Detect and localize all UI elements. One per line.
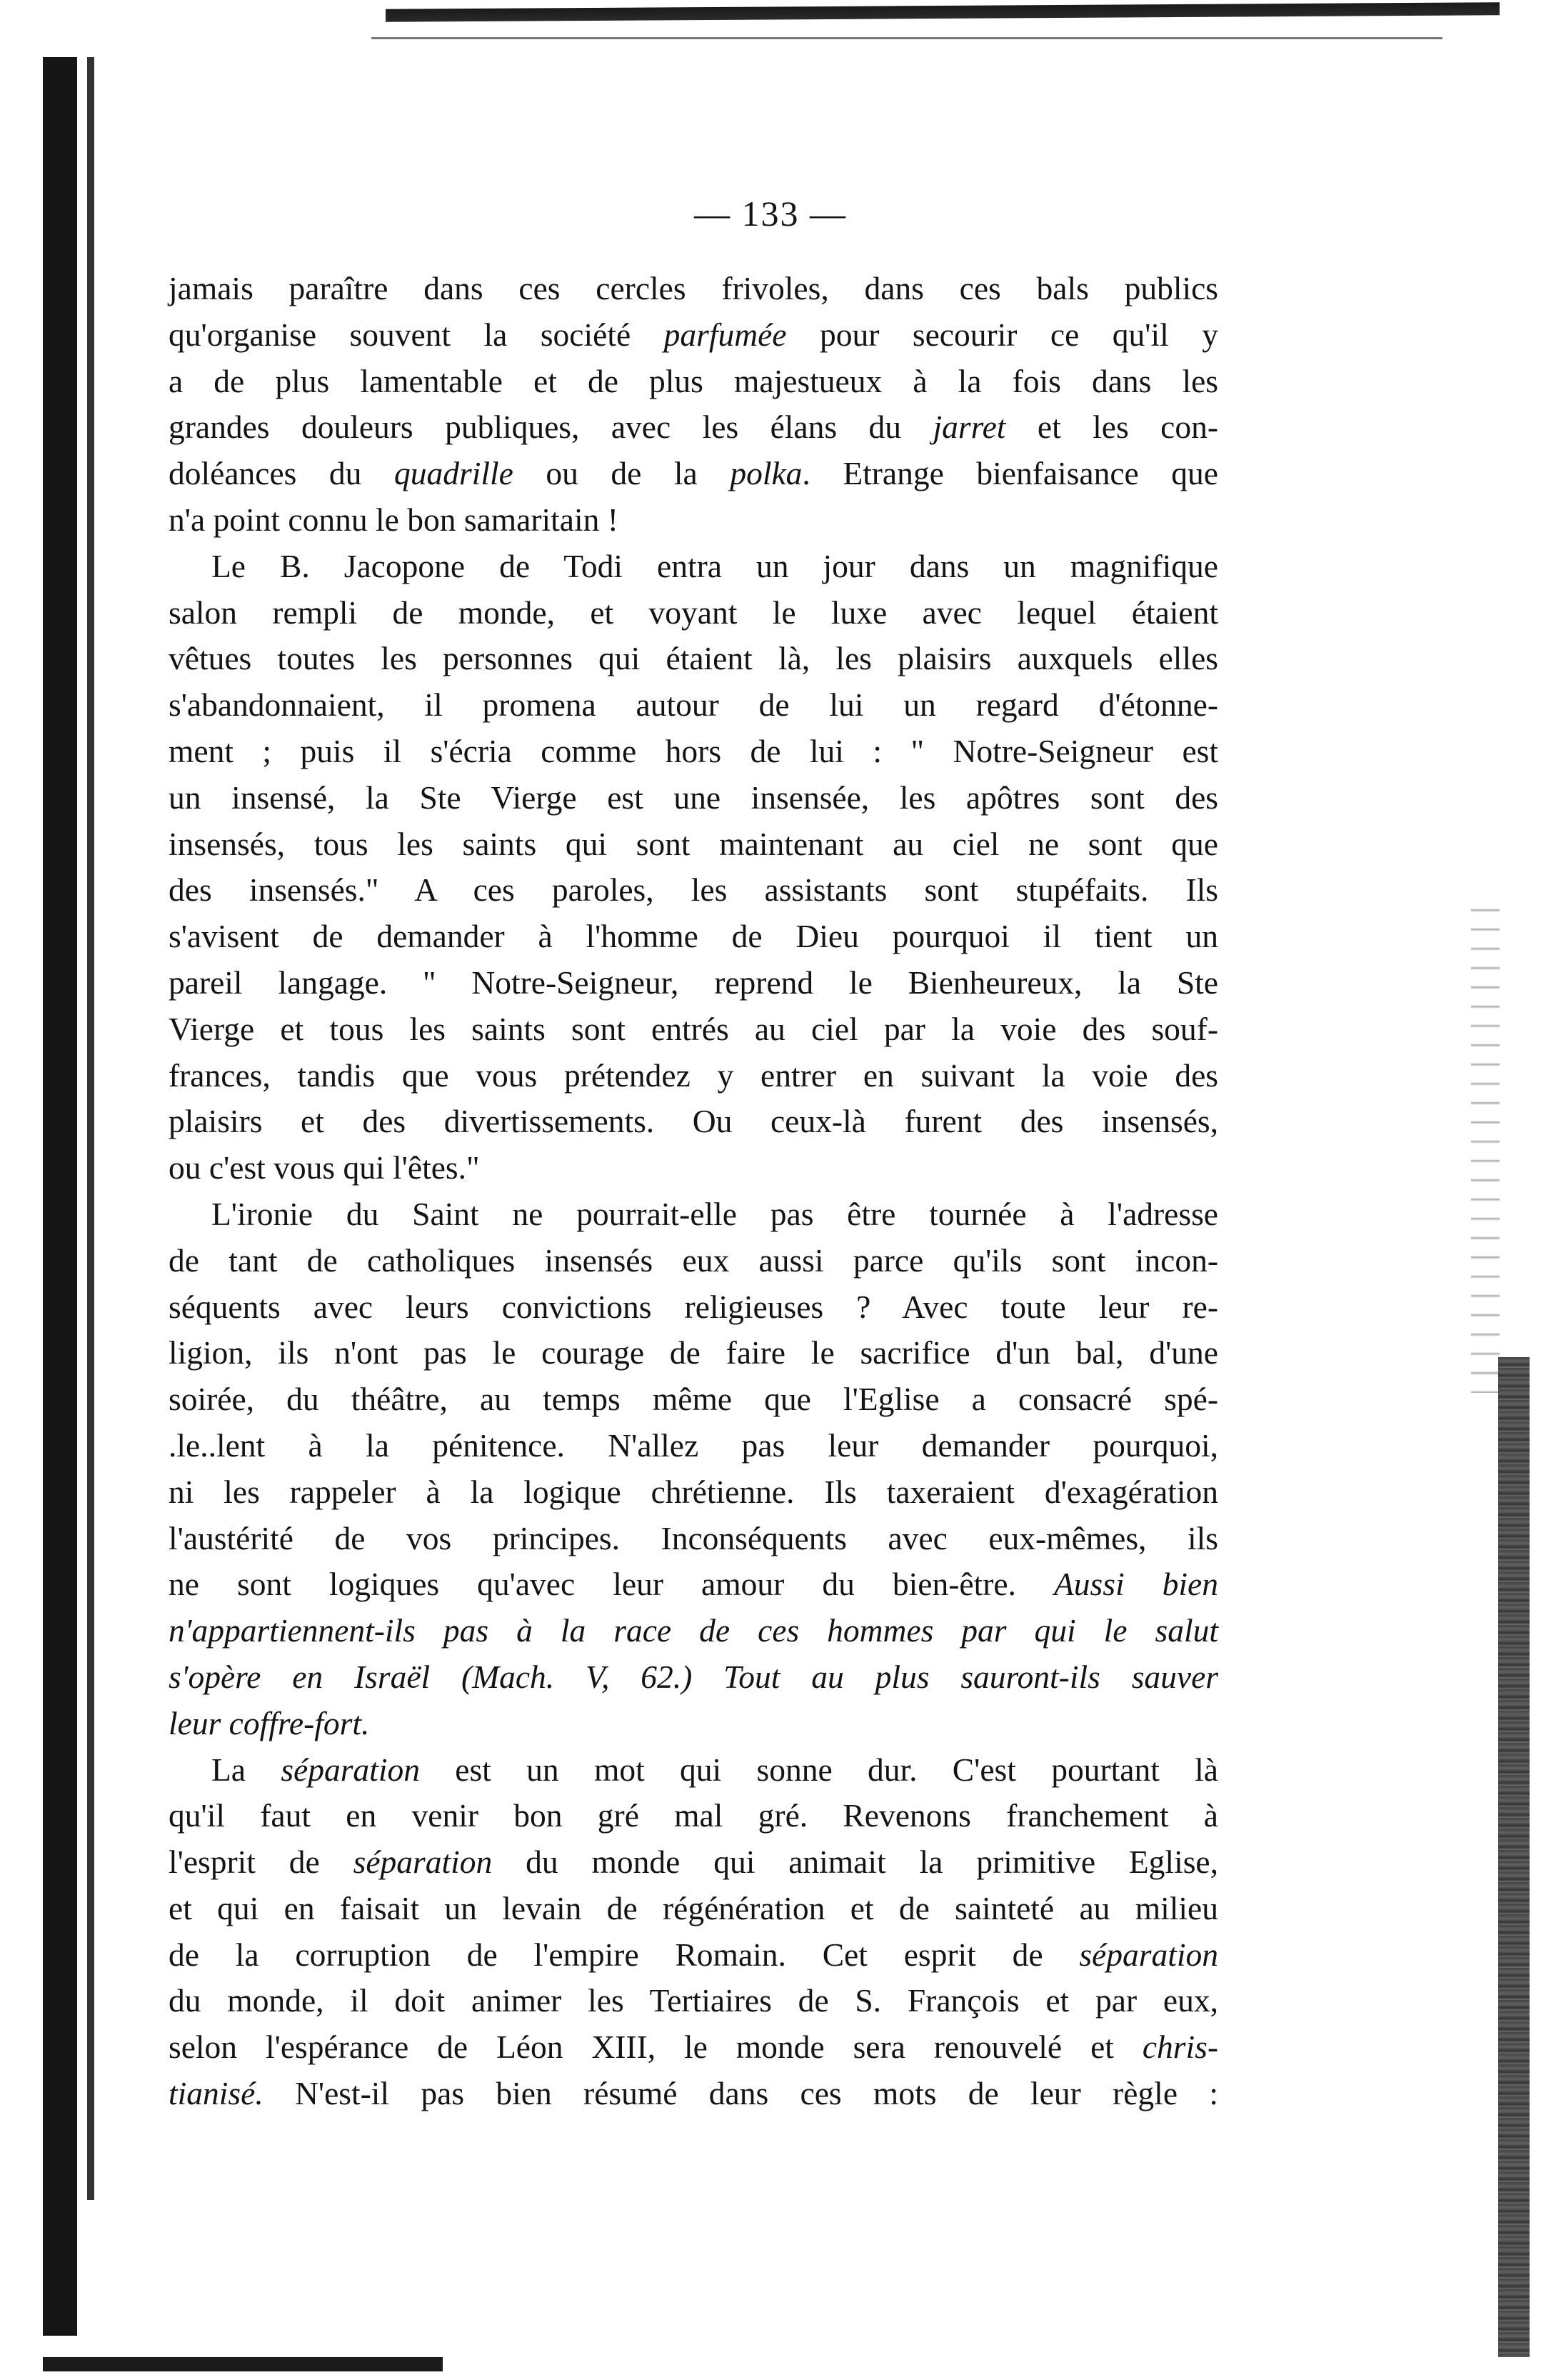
- text-line: jamais paraître dans ces cercles frivoles, dans ces bals publics: [169, 270, 1218, 306]
- body-text: [169, 266, 1218, 2117]
- text-line: un insensé, la Ste Vierge est une insensée, les apôtres sont des: [169, 779, 1218, 816]
- text-line: l'esprit de séparation du monde qui animait la primitive Eglise,: [169, 1844, 1218, 1881]
- text-line: s'abandonnaient, il promena autour de lui un regard d'étonne-: [169, 686, 1218, 724]
- text-line: vêtues toutes les personnes qui étaient là, les plaisirs auxquels elles: [169, 640, 1218, 677]
- text-line: s'avisent de demander à l'homme de Dieu pourquoi il tient un: [169, 918, 1218, 955]
- text-line: ni les rappeler à la logique chrétienne. Ils taxeraient d'exagération: [169, 1473, 1218, 1510]
- text-line: plaisirs et des divertissements. Ou ceux-là furent des insensés,: [169, 1103, 1218, 1140]
- text-line: l'austérité de vos principes. Inconséquents avec eux-mêmes, ils: [169, 1519, 1218, 1556]
- text-line: s'opère en Israël (Mach. V, 62.) Tout au plus sauront-ils sauver: [169, 1658, 1218, 1695]
- text-line: de tant de catholiques insensés eux aussi parce qu'ils sont incon-: [169, 1241, 1218, 1279]
- text-line: Le B. Jacopone de Todi entra un jour dans un magnifique: [211, 547, 1218, 584]
- text-line: ment ; puis il s'écria comme hors de lui : " Notre-Seigneur est: [169, 732, 1218, 769]
- text-line: doléances du quadrille ou de la polka. Etrange bienfaisance que: [169, 455, 1218, 492]
- scan-left-edge: [43, 57, 77, 2336]
- scan-top-edge: [386, 2, 1500, 22]
- text-line: séquents avec leurs convictions religieuses ? Avec toute leur re-: [169, 1288, 1218, 1325]
- text-line: ne sont logiques qu'avec leur amour du bien-être. Aussi bien: [169, 1566, 1218, 1603]
- text-line: qu'il faut en venir bon gré mal gré. Revenons franchement à: [169, 1797, 1218, 1834]
- text-line: qu'organise souvent la société parfumée pour secourir ce qu'il y: [169, 316, 1218, 353]
- text-line: a de plus lamentable et de plus majestueux à la fois dans les: [169, 362, 1218, 399]
- scan-right-edge: [1498, 1357, 1530, 2357]
- text-line: n'a point connu le bon samaritain !: [169, 501, 618, 538]
- text-line: du monde, il doit animer les Tertiaires de S. François et par eux,: [169, 1982, 1218, 2019]
- text-line: tianisé. N'est-il pas bien résumé dans ces mots de leur règle :: [169, 2075, 1218, 2112]
- text-line: Vierge et tous les saints sont entrés au ciel par la voie des souf-: [169, 1010, 1218, 1047]
- text-line: salon rempli de monde, et voyant le luxe avec lequel étaient: [169, 594, 1218, 631]
- text-line: ligion, ils n'ont pas le courage de faire le sacrifice d'un bal, d'une: [169, 1334, 1218, 1371]
- text-line: selon l'espérance de Léon XIII, le monde sera renouvelé et chris-: [169, 2029, 1218, 2066]
- text-line: grandes douleurs publiques, avec les élans du jarret et les con-: [169, 409, 1218, 446]
- scan-left-edge-inner: [87, 57, 94, 2200]
- scan-right-speckle: [1471, 893, 1500, 1393]
- page-number: — 133 —: [694, 194, 847, 234]
- text-line: n'appartiennent-ils pas à la race de ces hommes par qui le salut: [169, 1612, 1218, 1649]
- text-line: et qui en faisait un levain de régénération et de sainteté au milieu: [169, 1889, 1218, 1926]
- text-line: des insensés." A ces paroles, les assistants sont stupéfaits. Ils: [169, 871, 1218, 909]
- text-line: soirée, du théâtre, au temps même que l'Eglise a consacré spé-: [169, 1381, 1218, 1418]
- scan-bottom-edge: [43, 2357, 443, 2371]
- text-line: .le..lent à la pénitence. N'allez pas leur demander pourquoi,: [169, 1426, 1218, 1464]
- text-line: leur coffre-fort.: [169, 1704, 370, 1741]
- text-line: pareil langage. " Notre-Seigneur, reprend le Bienheureux, la Ste: [169, 964, 1218, 1001]
- scan-top-rule: [371, 37, 1442, 39]
- text-line: de la corruption de l'empire Romain. Cet esprit de séparation: [169, 1936, 1218, 1973]
- text-line: L'ironie du Saint ne pourrait-elle pas être tournée à l'adresse: [211, 1195, 1218, 1232]
- text-line: ou c'est vous qui l'êtes.": [169, 1149, 480, 1186]
- text-line: La séparation est un mot qui sonne dur. C'est pourtant là: [211, 1751, 1218, 1788]
- text-line: insensés, tous les saints qui sont maintenant au ciel ne sont que: [169, 825, 1218, 862]
- text-line: frances, tandis que vous prétendez y entrer en suivant la voie des: [169, 1056, 1218, 1094]
